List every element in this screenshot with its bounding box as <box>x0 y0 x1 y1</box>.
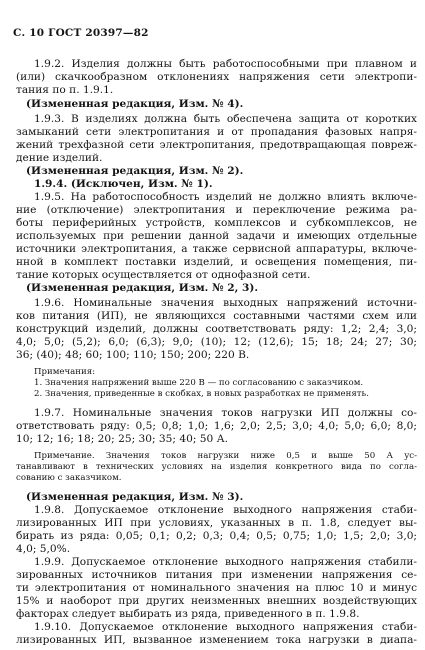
text-line: (или) скачкообразном отклонениях напряжения сети электропи- <box>16 71 417 83</box>
text-line: замыканий сети электропитания и от пропадания фазовых напря- <box>16 126 417 138</box>
text-line: 1.9.3. В изделиях должна быть обеспечена защита от коротких <box>34 113 417 125</box>
text-line: нной в комплект поставки изделий, и освещения помещения, пи- <box>16 256 417 268</box>
edition-note-line: (Измененная редакция, Изм. № 4). <box>26 98 244 110</box>
note-line: Примечания: <box>34 367 96 377</box>
edition-note-line: 1.9.4. (Исключен, Изм. № 1). <box>34 178 213 190</box>
page-header: С. 10 ГОСТ 20397—82 <box>13 27 149 39</box>
text-line: тания по п. 1.9.1. <box>16 84 114 96</box>
text-line: 36; (40); 48; 60; 100; 110; 150; 200; 220 В. <box>16 349 250 361</box>
text-line: 1.9.7. Номинальные значения токов нагрузки ИП должны со- <box>34 407 417 419</box>
text-line: факторах следует выбирать из ряда, приведенного в п. 1.9.8. <box>16 608 360 620</box>
text-line: зированных источников питания при изменении напряжения се- <box>16 569 417 581</box>
note-line: 1. Значения напряжений выше 220 В — по согласованию с заказчиком. <box>34 378 364 388</box>
text-line: 1.9.10. Допускаемое отклонение выходного напряжения стаби- <box>34 621 417 633</box>
text-line: 4,0; 5,0; (5,2); 6,0; (6,3); 9,0; (10); 12; (12,6); 15; 18; 24; 27; 30; <box>16 336 417 348</box>
text-line: ответствовать ряду: 0,5; 0,8; 1,0; 1,6; 2,0; 2,5; 3,0; 4,0; 5,0; 6,0; 8,0; <box>16 420 417 432</box>
text-line: 1.9.9. Допускаемое отклонение выходного напряжения стабили- <box>34 556 417 568</box>
edition-note-line: (Измененная редакция, Изм. № 3). <box>26 491 244 503</box>
note-line: сованию с заказчиком. <box>16 473 122 483</box>
text-line: лизированных ИП при условиях, указанных в п. 1.8, следует вы- <box>16 517 417 529</box>
note-line: танавливают в технических условиях на изделия конкретного вида по согла- <box>16 462 417 472</box>
edition-note-line: (Измененная редакция, Изм. № 2). <box>26 165 244 177</box>
text-line: 1.9.8. Допускаемое отклонение выходного напряжения стаби- <box>34 504 417 516</box>
text-line: 1.9.6. Номинальные значения выходных напряжений источни- <box>34 297 417 309</box>
text-line: 15% и наоборот при других неизменных внешних воздействующих <box>16 595 417 607</box>
text-line: бирать из ряда: 0,05; 0,1; 0,2; 0,3; 0,4; 0,5; 0,75; 1,0; 1,5; 2,0; 3,0; <box>16 530 417 542</box>
text-line: 10; 12; 16; 18; 20; 25; 30; 35; 40; 50 А. <box>16 433 228 445</box>
text-line: лизированных ИП, вызванное изменением тока нагрузки в диапа- <box>16 634 417 646</box>
text-line: жений трехфазной сети электропитания, предотвращающая повреж- <box>16 139 417 151</box>
text-line: ние (отключение) электропитания и переключение режима ра- <box>16 204 417 216</box>
text-line: 1.9.5. На работоспособность изделий не должно влиять включе- <box>34 191 417 203</box>
text-line: источники электропитания, а также сервисной аппаратуры, включе- <box>16 243 417 255</box>
text-line: боты периферийных устройств, комплексов и субкомплексов, не <box>16 217 417 229</box>
note-line: Примечание. Значения токов нагрузки ниже 0,5 и выше 50 А ус- <box>34 451 417 461</box>
edition-note-line: (Измененная редакция, Изм. № 2, 3). <box>26 282 259 294</box>
text-line: конструкций изделий, должны соответствовать ряду: 1,2; 2,4; 3,0; <box>16 323 417 335</box>
text-line: дение изделий. <box>16 152 103 164</box>
text-line: тание которых осуществляется от однофазной сети. <box>16 269 311 281</box>
text-line: ти электропитания от номинального значения на плюс 10 и минус <box>16 582 417 594</box>
note-line: 2. Значения, приведенные в скобках, в новых разработках не применять. <box>34 389 369 399</box>
text-line: 1.9.2. Изделия должны быть работоспособными при плавном и <box>34 58 417 70</box>
text-line: ков питания (ИП), не являющихся составными частями схем или <box>16 310 417 322</box>
text-line: 4,0; 5,0%. <box>16 543 71 555</box>
text-line: используемых при решении данной задачи и имеющих отдельные <box>16 230 417 242</box>
